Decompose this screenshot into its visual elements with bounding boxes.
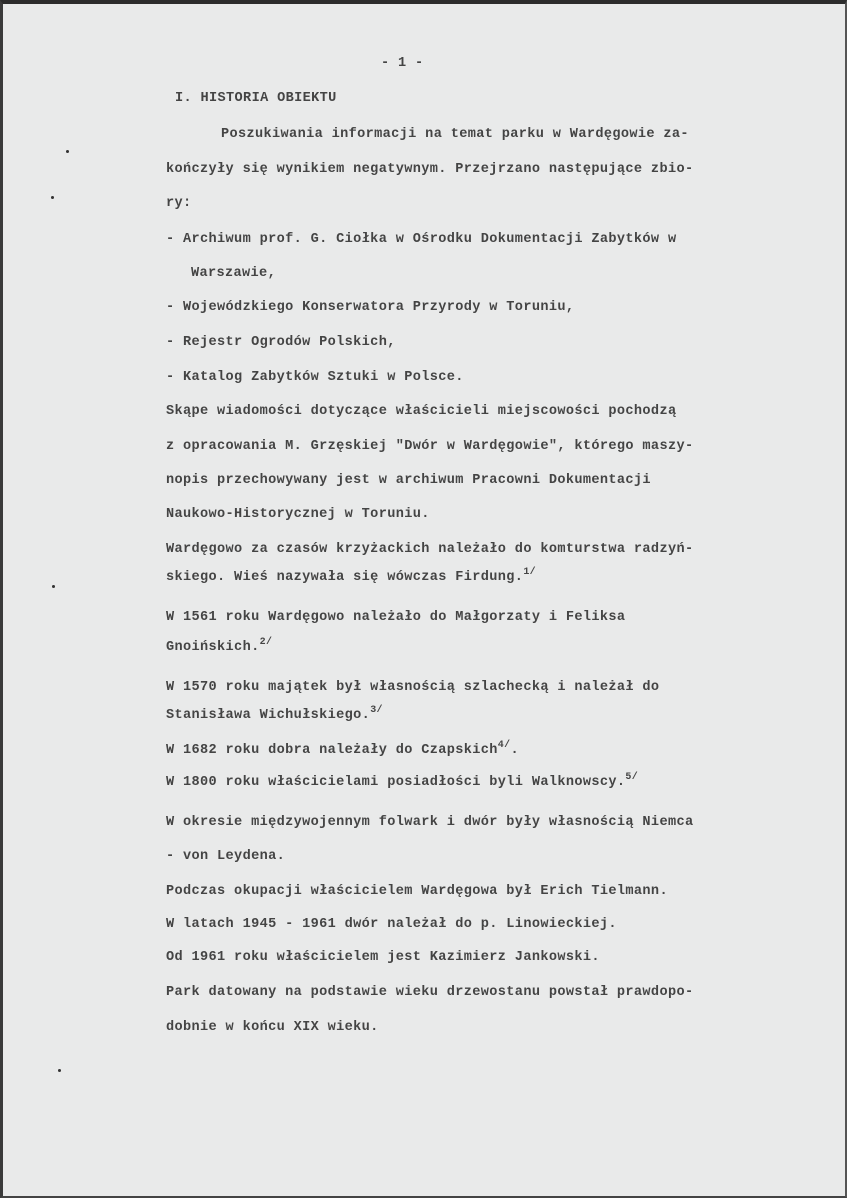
text-line: Skąpe wiadomości dotyczące właścicieli miejscowości pochodzą [166,404,677,419]
text-line: nopis przechowywany jest w archiwum Pracowni Dokumentacji [166,473,651,488]
text-line: Naukowo-Historycznej w Toruniu. [166,507,430,522]
page-number: - 1 - [381,56,424,71]
text-line: - Katalog Zabytków Sztuki w Polsce. [166,370,464,385]
text-line: Wardęgowo za czasów krzyżackich należało do komturstwa radzyń- [166,542,694,557]
text-line: W 1570 roku majątek był własnością szlachecką i należał do [166,680,660,695]
text-segment: . [510,743,520,758]
footnote-marker: 1/ [523,567,537,578]
footnote-marker: 5/ [625,772,639,783]
margin-dot [52,585,55,588]
margin-dot [58,1069,61,1072]
text-line: Park datowany na podstawie wieku drzewostanu powstał prawdopo- [166,985,694,1000]
text-segment: W 1682 roku dobra należały do Czapskich [166,743,498,758]
text-line: Podczas okupacji właścicielem Wardęgowa był Erich Tielmann. [166,884,668,899]
text-line [166,637,273,655]
text-line: kończyły się wynikiem negatywnym. Przejrzano następujące zbio- [166,162,694,177]
text-line: z opracowania M. Grzęskiej "Dwór w Wardęgowie", którego maszy- [166,439,694,454]
text-line: W 1561 roku Wardęgowo należało do Małgorzaty i Feliksa [166,610,626,625]
text-line: Od 1961 roku właścicielem jest Kazimierz Jankowski. [166,950,600,965]
margin-dot [51,196,54,199]
text-line: W okresie międzywojennym folwark i dwór były własnością Niemca [166,815,694,830]
text-line: W latach 1945 - 1961 dwór należał do p. Linowieckiej. [166,917,617,932]
text-line [166,567,537,585]
footnote-marker: 2/ [259,637,273,648]
text-segment: Gnoińskich. [166,640,260,655]
text-line: dobnie w końcu XIX wieku. [166,1020,379,1035]
text-line: Poszukiwania informacji na temat parku w Wardęgowie za- [221,127,689,142]
text-line: - von Leydena. [166,849,286,864]
text-segment: skiego. Wieś nazywała się wówczas Firdung. [166,570,524,585]
text-line: ry: [166,196,192,211]
text-line: - Archiwum prof. G. Ciołka w Ośrodku Dokumentacji Zabytków w [166,232,677,247]
text-segment: Stanisława Wichułskiego. [166,708,371,723]
text-line: - Rejestr Ogrodów Polskich, [166,335,396,350]
text-segment: W 1800 roku właścicielami posiadłości byli Walknowscy. [166,775,626,790]
footnote-marker: 4/ [497,740,511,751]
text-line [166,740,520,758]
text-line [166,705,383,723]
footnote-marker: 3/ [370,705,383,716]
section-heading: I. HISTORIA OBIEKTU [175,91,337,106]
text-line: Warszawie, [191,266,277,281]
margin-dot [66,150,69,153]
text-line [166,772,639,790]
text-line: - Wojewódzkiego Konserwatora Przyrody w Toruniu, [166,300,575,315]
